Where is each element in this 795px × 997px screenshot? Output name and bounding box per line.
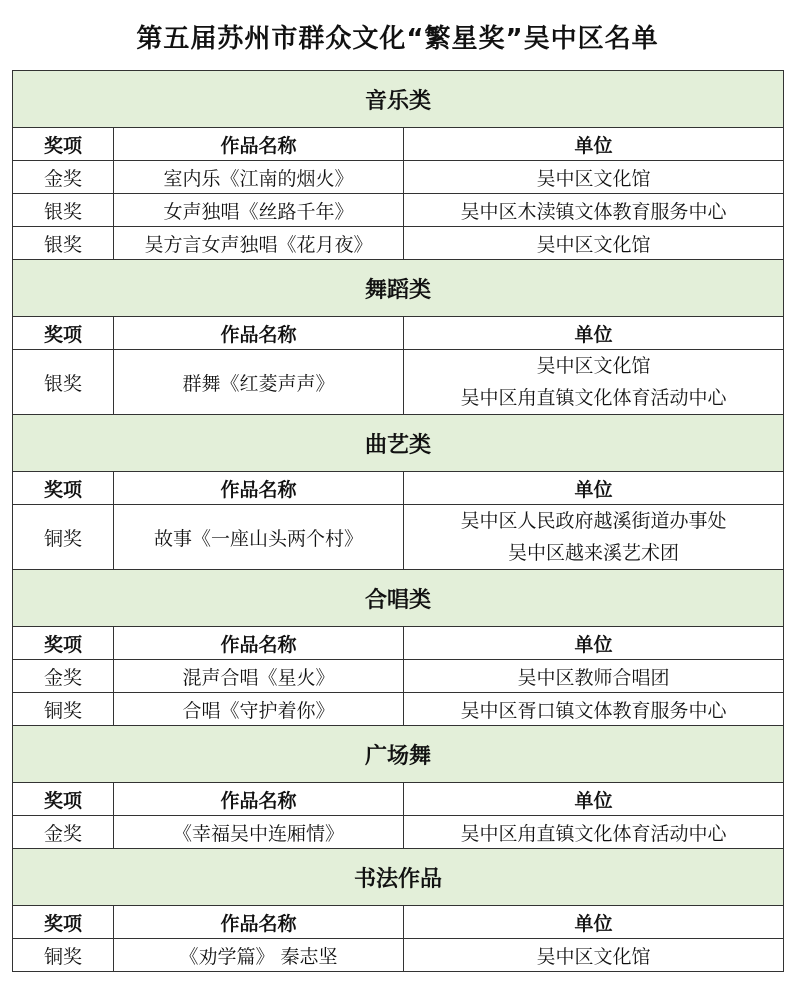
- award-table: [12, 70, 784, 972]
- award-cell: 银奖: [13, 227, 114, 260]
- table-row: [13, 693, 784, 726]
- award-cell: 金奖: [13, 660, 114, 693]
- table-row: [13, 505, 784, 570]
- work-cell: 合唱《守护着你》: [114, 693, 404, 726]
- category-row: [13, 570, 784, 627]
- unit-cell: [404, 505, 784, 570]
- table-header-row: [13, 783, 784, 816]
- award-cell: 银奖: [13, 194, 114, 227]
- unit-cell: [404, 227, 784, 260]
- award-cell: 铜奖: [13, 693, 114, 726]
- work-cell: 故事《一座山头两个村》: [114, 505, 404, 570]
- category-title: 合唱类: [13, 570, 784, 627]
- header-unit: 单位: [404, 906, 784, 939]
- table-header-row: [13, 128, 784, 161]
- header-unit: 单位: [404, 317, 784, 350]
- header-award: 奖项: [13, 128, 114, 161]
- header-unit: 单位: [404, 627, 784, 660]
- category-title: 书法作品: [13, 849, 784, 906]
- unit-cell: [404, 350, 784, 415]
- work-cell: 吴方言女声独唱《花月夜》: [114, 227, 404, 260]
- category-title: 音乐类: [13, 71, 784, 128]
- work-cell: 女声独唱《丝路千年》: [114, 194, 404, 227]
- unit-line: 吴中区人民政府越溪街道办事处: [460, 510, 727, 532]
- category-row: [13, 71, 784, 128]
- unit-line: 吴中区文化馆: [536, 945, 651, 968]
- award-cell: 金奖: [13, 816, 114, 849]
- unit-cell: [404, 939, 784, 972]
- table-row: [13, 350, 784, 415]
- unit-cell: [404, 816, 784, 849]
- unit-cell: [404, 660, 784, 693]
- unit-line: 吴中区甪直镇文化体育活动中心: [460, 387, 727, 409]
- category-row: [13, 849, 784, 906]
- table-row: [13, 939, 784, 972]
- unit-line: 吴中区教师合唱团: [517, 666, 670, 689]
- unit-line: 吴中区木渎镇文体教育服务中心: [460, 200, 727, 223]
- unit-line: 吴中区文化馆: [536, 355, 651, 377]
- header-unit: 单位: [404, 128, 784, 161]
- table-header-row: [13, 906, 784, 939]
- header-unit: 单位: [404, 783, 784, 816]
- header-unit: 单位: [404, 472, 784, 505]
- unit-cell: [404, 693, 784, 726]
- award-cell: 金奖: [13, 161, 114, 194]
- award-cell: 银奖: [13, 350, 114, 415]
- award-table-body: [13, 71, 784, 972]
- header-award: 奖项: [13, 472, 114, 505]
- unit-cell: [404, 194, 784, 227]
- work-cell: 混声合唱《星火》: [114, 660, 404, 693]
- table-row: [13, 816, 784, 849]
- unit-line: 吴中区胥口镇文体教育服务中心: [460, 699, 727, 722]
- header-work: 作品名称: [114, 472, 404, 505]
- header-work: 作品名称: [114, 128, 404, 161]
- work-cell: 《幸福吴中连厢情》: [114, 816, 404, 849]
- table-header-row: [13, 627, 784, 660]
- table-header-row: [13, 317, 784, 350]
- unit-line: 吴中区文化馆: [536, 233, 651, 256]
- category-row: [13, 415, 784, 472]
- table-row: [13, 227, 784, 260]
- header-work: 作品名称: [114, 783, 404, 816]
- header-award: 奖项: [13, 906, 114, 939]
- award-cell: 铜奖: [13, 939, 114, 972]
- header-award: 奖项: [13, 627, 114, 660]
- unit-line: 吴中区文化馆: [536, 167, 651, 190]
- category-row: [13, 260, 784, 317]
- category-title: 广场舞: [13, 726, 784, 783]
- header-work: 作品名称: [114, 906, 404, 939]
- header-work: 作品名称: [114, 627, 404, 660]
- work-cell: 《劝学篇》 秦志坚: [114, 939, 404, 972]
- unit-cell: [404, 161, 784, 194]
- page-title: 第五届苏州市群众文化“繁星奖”吴中区名单: [136, 24, 659, 54]
- unit-line: 吴中区甪直镇文化体育活动中心: [460, 822, 727, 845]
- category-row: [13, 726, 784, 783]
- header-work: 作品名称: [114, 317, 404, 350]
- category-title: 曲艺类: [13, 415, 784, 472]
- table-row: [13, 161, 784, 194]
- table-row: [13, 660, 784, 693]
- award-cell: 铜奖: [13, 505, 114, 570]
- unit-line: 吴中区越来溪艺术团: [508, 542, 680, 564]
- header-award: 奖项: [13, 783, 114, 816]
- category-title: 舞蹈类: [13, 260, 784, 317]
- header-award: 奖项: [13, 317, 114, 350]
- work-cell: 群舞《红菱声声》: [114, 350, 404, 415]
- work-cell: 室内乐《江南的烟火》: [114, 161, 404, 194]
- table-row: [13, 194, 784, 227]
- table-header-row: [13, 472, 784, 505]
